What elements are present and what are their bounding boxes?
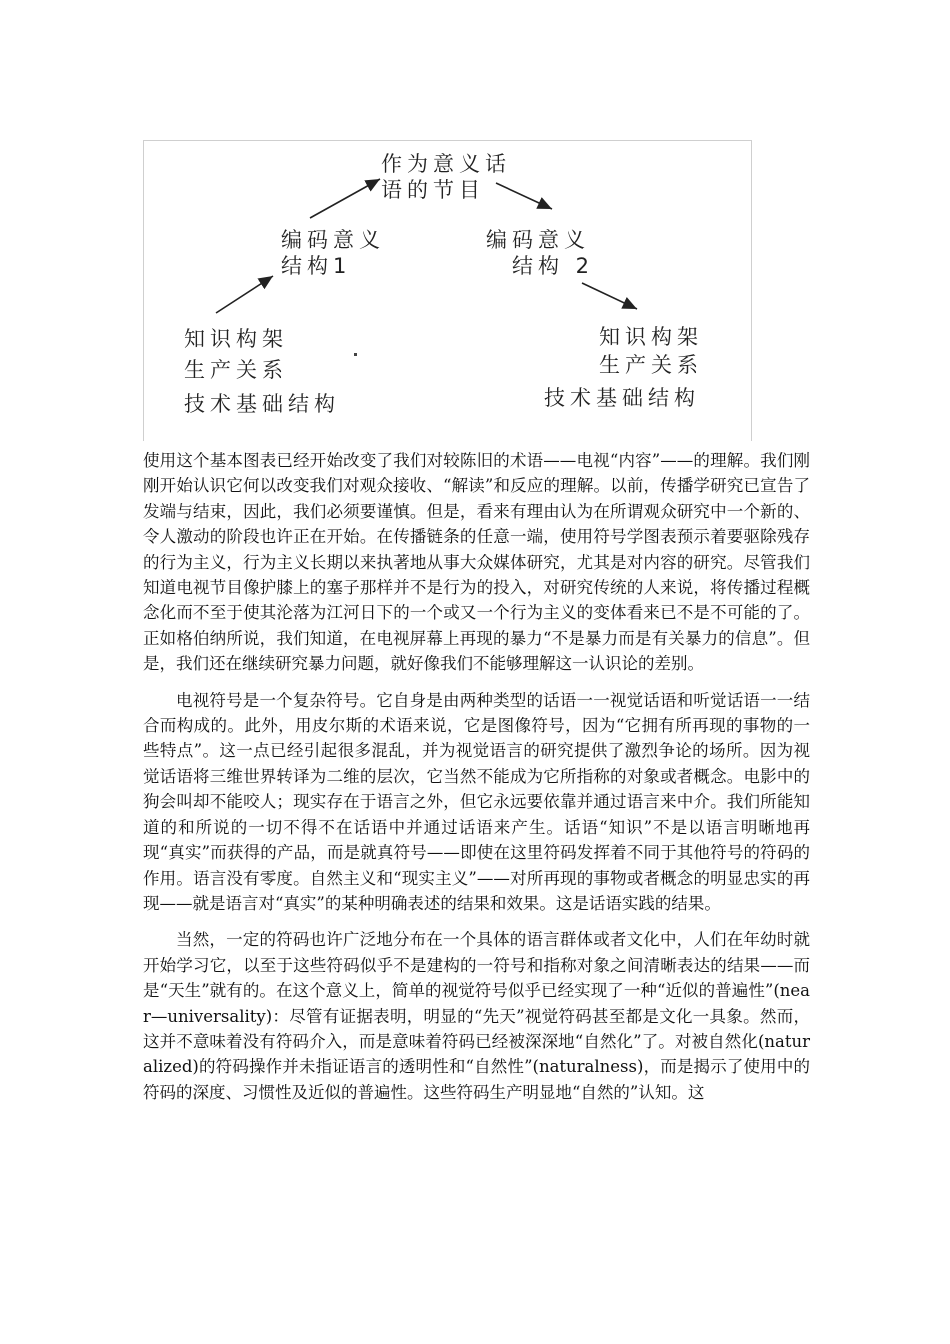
arrow-bottom-left-to-left-mid <box>216 276 273 313</box>
paragraph-2: 电视符号是一个复杂符号。它自身是由两种类型的话语一一视觉话语和听觉话语一一结合而构成的。此外，用皮尔斯的术语来说，它是图像符号，因为“它拥有所再现的事物的一些特点”。这一点已经引起很多混乱，并为视觉语言的研究提供了激烈争论的场所。因为视觉话语将三维世界转译为二维的层次，它当然不能成为它所指称的对象或者概念。电影中的狗会叫却不能咬人；现实存在于语言之外，但它永远要依靠并通过语言来中介。我们所能知道的和所说的一切不得不在话语中并通过话语来产生。话语“知识”不是以语言明晰地再现“真实”而获得的产品，而是就真符号——即使在这里符码发挥着不同于其他符号的符码的作用。语言没有零度。自然主义和“现实主义”——对所再现的事物或者概念的明显忠实的再现——就是语言对“真实”的某种明确表述的结果和效果。这是话语实践的结果。 <box>143 690 810 913</box>
left-mid-node-line-2: 结构1 <box>281 254 352 278</box>
left-bottom-node-line-3: 技术基础结构 <box>184 392 340 416</box>
body-text <box>143 448 810 1105</box>
right-bottom-node-line-1: 知识构架 <box>599 325 703 349</box>
paragraph-3: 当然，一定的符码也许广泛地分布在一个具体的语言群体或者文化中，人们在年幼时就开始学习它，以至于这些符码似乎不是建构的一符号和指称对象之间清晰表达的结果——而是“天生”就有的。在这个意义上，简单的视觉符号似乎已经实现了一种“近似的普遍性”(near—universality)：尽管有证据表明，明显的“先天”视觉符码甚至都是文化一具象。然而，这并不意味着没有符码介入，而是意味着符码已经被深深地“自然化”了。对被自然化(naturalized)的符码操作并未指证语言的透明性和“自然性”(naturalness)，而是揭示了使用中的符码的深度、习惯性及近似的普遍性。这些符码生产明显地“自然的”认知。这 <box>143 930 810 1102</box>
arrow-top-to-right-mid <box>496 183 552 209</box>
left-bottom-node-line-2: 生产关系 <box>184 358 288 382</box>
top-node-line-1: 作为意义话 <box>381 152 511 176</box>
encoding-decoding-diagram <box>143 140 752 441</box>
arrow-left-mid-to-top <box>310 179 380 218</box>
top-node-line-2: 语的节目 <box>381 178 485 202</box>
arrow-right-mid-to-bottom-right <box>582 283 637 309</box>
right-mid-node-line-2: 结构 2 <box>512 254 595 278</box>
left-bottom-node-line-1: 知识构架 <box>184 327 288 351</box>
right-bottom-node-line-3: 技术基础结构 <box>544 386 700 410</box>
paragraph-1: 使用这个基本图表已经开始改变了我们对较陈旧的术语——电视“内容”——的理解。我们刚刚开始认识它何以改变我们对观众接收、“解读”和反应的理解。以前，传播学研究已宣告了发端与结束，因此，我们必须要谨慎。但是，看来有理由认为在所谓观众研究中一个新的、令人激动的阶段也许正在开始。在传播链条的任意一端，使用符号学图表预示着要驱除残存的行为主义，行为主义长期以来执著地从事大众媒体研究，尤其是对内容的研究。尽管我们知道电视节目像护膝上的塞子那样并不是行为的投入，对研究传统的人来说，将传播过程概念化而不至于使其沦落为江河日下的一个或又一个行为主义的变体看来已不是不可能的了。正如格伯纳所说，我们知道，在电视屏幕上再现的暴力“不是暴力而是有关暴力的信息”。但是，我们还在继续研究暴力问题，就好像我们不能够理解这一认识论的差别。 <box>143 451 810 674</box>
scan-dot <box>354 353 357 356</box>
right-bottom-node-line-2: 生产关系 <box>599 353 703 377</box>
diagram-svg <box>144 141 751 441</box>
right-mid-node-line-1: 编码意义 <box>486 228 590 252</box>
left-mid-node-line-1: 编码意义 <box>281 228 385 252</box>
